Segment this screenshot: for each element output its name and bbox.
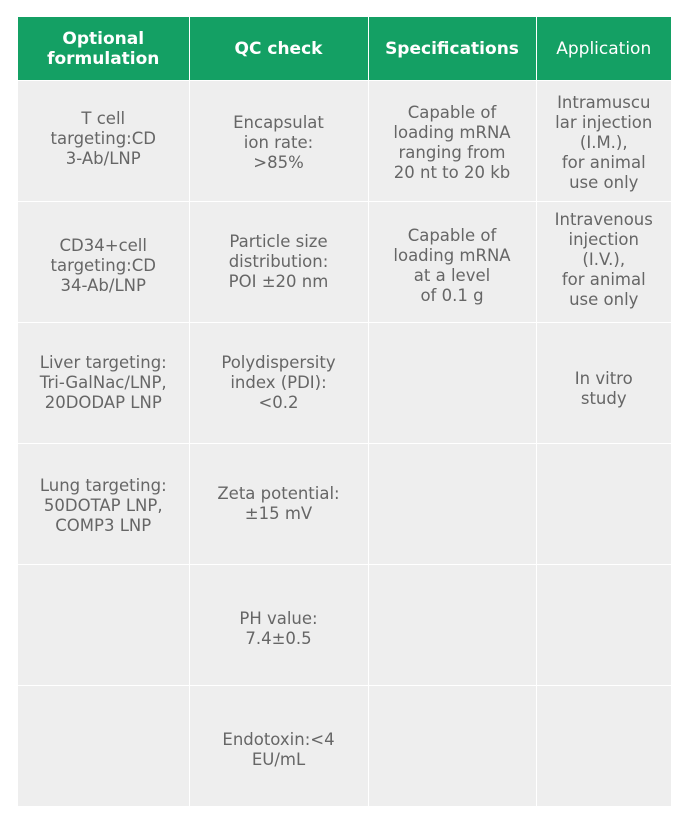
cell-specifications [368, 686, 536, 807]
cell-qc-check: Encapsulat ion rate: >85% [189, 81, 368, 202]
header-specifications: Specifications [368, 17, 536, 81]
cell-application [536, 444, 671, 565]
cell-specifications [368, 323, 536, 444]
cell-specifications [368, 444, 536, 565]
cell-specifications: Capable of loading mRNA ranging from 20 nt to 20 kb [368, 81, 536, 202]
cell-qc-check: Endotoxin:<4 EU/mL [189, 686, 368, 807]
cell-formulation: Liver targeting: Tri-GalNac/LNP, 20DODAP LNP [18, 323, 189, 444]
cell-formulation: T cell targeting:CD 3-Ab/LNP [18, 81, 189, 202]
table-row [18, 444, 671, 565]
cell-specifications [368, 565, 536, 686]
cell-qc-check: PH value: 7.4±0.5 [189, 565, 368, 686]
cell-application [536, 565, 671, 686]
cell-formulation: Lung targeting: 50DOTAP LNP, COMP3 LNP [18, 444, 189, 565]
table-row [18, 202, 671, 323]
cell-qc-check: Particle size distribution: POI ±20 nm [189, 202, 368, 323]
table-row [18, 565, 671, 686]
cell-specifications: Capable of loading mRNA at a level of 0.1 g [368, 202, 536, 323]
header-qc-check: QC check [189, 17, 368, 81]
cell-formulation [18, 686, 189, 807]
table-row [18, 323, 671, 444]
cell-qc-check: Zeta potential: ±15 mV [189, 444, 368, 565]
header-optional-formulation: Optional formulation [18, 17, 189, 81]
header-application: Application [536, 17, 671, 81]
cell-formulation: CD34+cell targeting:CD 34-Ab/LNP [18, 202, 189, 323]
cell-application: Intravenous injection (I.V.), for animal use only [536, 202, 671, 323]
cell-application: Intramuscu lar injection (I.M.), for animal use only [536, 81, 671, 202]
table-row [18, 686, 671, 807]
cell-application: In vitro study [536, 323, 671, 444]
table-header-row [18, 17, 671, 81]
cell-application [536, 686, 671, 807]
cell-qc-check: Polydispersity index (PDI): <0.2 [189, 323, 368, 444]
formulation-qc-table [18, 17, 671, 806]
table-row [18, 81, 671, 202]
formulation-table-container [18, 17, 671, 806]
cell-formulation [18, 565, 189, 686]
